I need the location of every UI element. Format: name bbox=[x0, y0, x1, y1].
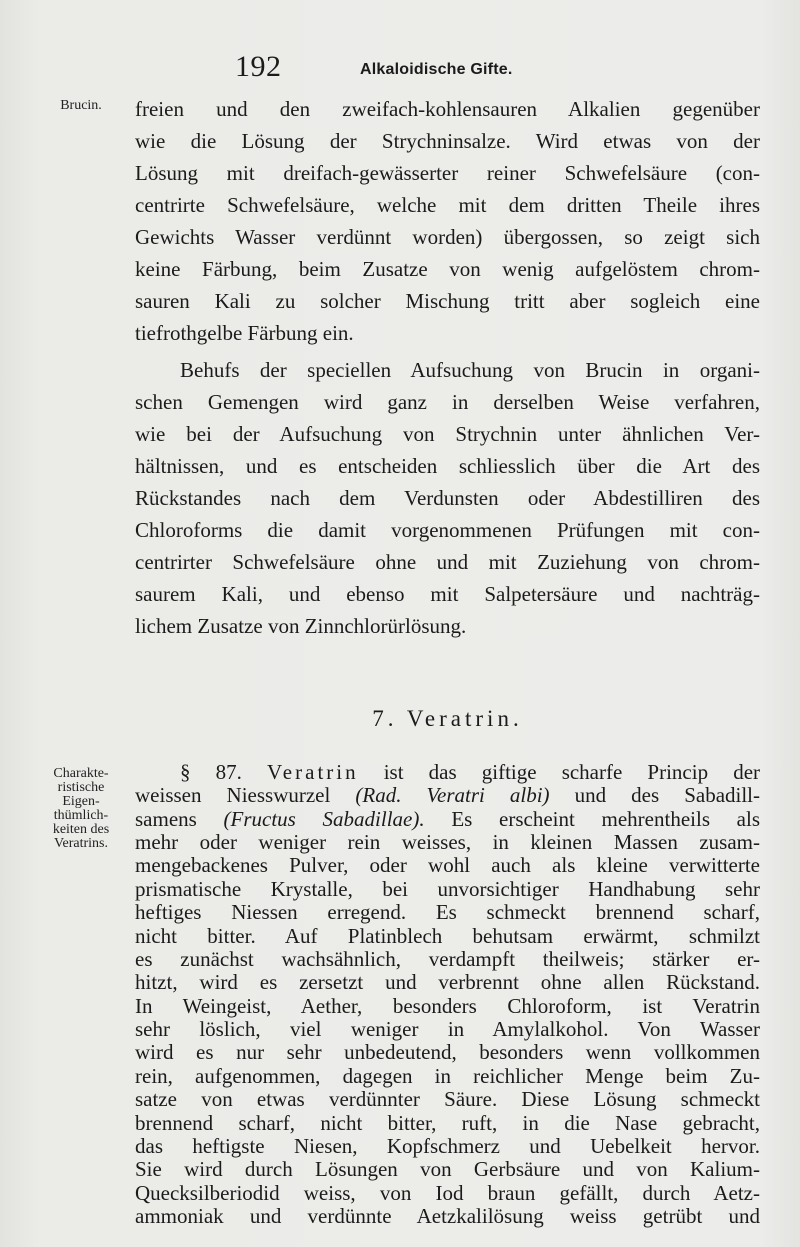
text-line: centrirter Schwefelsäure ohne und mit Zuziehung von chrom- bbox=[135, 550, 760, 574]
text-line: Sie wird durch Lösungen von Gerbsäure und von Kalium- bbox=[135, 1157, 760, 1181]
running-head: Alkaloidische Gifte. bbox=[360, 61, 513, 78]
text-line bbox=[135, 784, 760, 807]
text-line: rein, aufgenommen, dagegen in reichlicher Menge beim Zu- bbox=[135, 1064, 760, 1088]
section-mark: § 87. bbox=[180, 760, 242, 784]
text-line: sehr löslich, viel weniger in Amylalkohol. Von Wasser bbox=[135, 1017, 760, 1041]
term-veratrin: Veratrin bbox=[266, 760, 359, 784]
text-line: es zunächst wachsähnlich, verdampft theilweis; stärker er- bbox=[135, 947, 760, 971]
text-line: nicht bitter. Auf Platinblech behutsam erwärmt, schmilzt bbox=[135, 924, 760, 948]
text-line: mengebackenes Pulver, oder wohl auch als kleine verwitterte bbox=[135, 853, 760, 877]
margin-note-line: ristische bbox=[57, 780, 105, 795]
text-line: wie bei der Aufsuchung von Strychnin unter ähnlichen Ver- bbox=[135, 422, 760, 446]
page-header bbox=[0, 50, 800, 90]
text-span: und des Sabadill- bbox=[574, 783, 761, 807]
text-line: Quecksilberiodid weiss, von Iod braun gefällt, durch Aetz- bbox=[135, 1181, 760, 1205]
text-line: centrirte Schwefelsäure, welche mit dem dritten Theile ihres bbox=[135, 193, 760, 217]
text-line: hältnissen, und es entscheiden schliesslich über die Art des bbox=[135, 454, 760, 478]
margin-note-line: keiten des bbox=[52, 822, 110, 837]
latin-name: (Fructus Sabadillae). bbox=[223, 807, 425, 831]
margin-note-brucin bbox=[40, 99, 122, 113]
text-line: wie die Lösung der Strychninsalze. Wird etwas von der bbox=[135, 129, 760, 153]
text-line: In Weingeist, Aether, besonders Chloroform, ist Veratrin bbox=[135, 994, 760, 1018]
margin-note-line: thümlich- bbox=[53, 808, 109, 823]
text-span: weissen Niesswurzel bbox=[135, 783, 331, 807]
text-line: Behufs der speciellen Aufsuchung von Brucin in organi- bbox=[180, 358, 760, 382]
text-line: wird es nur sehr unbedeutend, besonders wenn vollkommen bbox=[135, 1040, 760, 1064]
text-line: ammoniak und verdünnte Aetzkalilösung weiss getrübt und bbox=[135, 1204, 760, 1228]
text-line: heftiges Niessen erregend. Es schmeckt brennend scharf, bbox=[135, 900, 760, 924]
text-line: freien und den zweifach-kohlensauren Alkalien gegenüber bbox=[135, 97, 760, 121]
text-line: schen Gemengen wird ganz in derselben Weise verfahren, bbox=[135, 390, 760, 414]
text-span: samens bbox=[135, 807, 197, 831]
text-line: keine Färbung, beim Zusatze von wenig aufgelöstem chrom- bbox=[135, 257, 760, 281]
text-line: Rückstandes nach dem Verdunsten oder Abdestilliren des bbox=[135, 486, 760, 510]
text-line: das heftigste Niesen, Kopfschmerz und Uebelkeit hervor. bbox=[135, 1134, 760, 1158]
text-line: satze von etwas verdünnter Säure. Diese Lösung schmeckt bbox=[135, 1087, 760, 1111]
text-line: saurem Kali, und ebenso mit Salpetersäure und nachträg- bbox=[135, 582, 760, 606]
margin-note-veratrin bbox=[40, 767, 122, 851]
text-line: lichem Zusatze von Zinnchlorürlösung. bbox=[135, 614, 467, 638]
latin-name: (Rad. Veratri albi) bbox=[355, 783, 550, 807]
text-span: ist das giftige scharfe Princip der bbox=[383, 760, 761, 784]
text-line: Gewichts Wasser verdünnt worden) übergossen, so zeigt sich bbox=[135, 225, 760, 249]
margin-note-line: Eigen- bbox=[62, 794, 100, 809]
page-number: 192 bbox=[235, 50, 282, 83]
text-line bbox=[135, 808, 760, 831]
margin-note-line: Brucin. bbox=[60, 98, 102, 113]
section-title: 7. Veratrin. bbox=[372, 706, 523, 731]
text-line: tiefrothgelbe Färbung ein. bbox=[135, 321, 354, 345]
text-line: sauren Kali zu solcher Mischung tritt aber sogleich eine bbox=[135, 289, 760, 313]
margin-note-line: Veratrins. bbox=[53, 836, 109, 851]
margin-note-line: Charakte- bbox=[53, 766, 109, 781]
text-line: brennend scharf, nicht bitter, ruft, in die Nase gebracht, bbox=[135, 1111, 760, 1135]
text-line: prismatische Krystalle, bei unvorsichtiger Handhabung sehr bbox=[135, 877, 760, 901]
text-line bbox=[180, 761, 760, 784]
text-line: hitzt, wird es zersetzt und verbrennt ohne allen Rückstand. bbox=[135, 970, 760, 994]
text-line: Lösung mit dreifach-gewässerter reiner Schwefelsäure (con- bbox=[135, 161, 760, 185]
text-line: Chloroforms die damit vorgenommenen Prüfungen mit con- bbox=[135, 518, 760, 542]
text-span: Es erscheint mehrentheils als bbox=[451, 807, 761, 831]
text-line: mehr oder weniger rein weisses, in kleinen Massen zusam- bbox=[135, 830, 760, 854]
